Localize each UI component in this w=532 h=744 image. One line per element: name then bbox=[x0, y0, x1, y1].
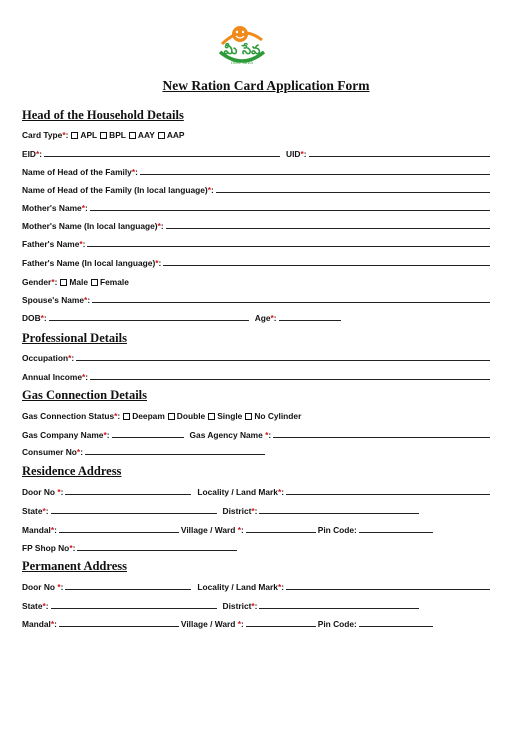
res-locality-field[interactable] bbox=[286, 494, 490, 495]
section-permanent: Permanent Address bbox=[22, 559, 127, 573]
perm-district-label: District bbox=[222, 601, 252, 611]
perm-pin-label: Pin Code: bbox=[317, 619, 357, 629]
perm-state-row: State * : District * : bbox=[22, 597, 492, 611]
gas-company-field[interactable] bbox=[112, 437, 184, 438]
father-local-label: Father's Name (In local language) bbox=[22, 258, 156, 268]
eid-field[interactable] bbox=[44, 156, 280, 157]
res-village-field[interactable] bbox=[246, 532, 316, 533]
perm-state-label: State bbox=[22, 601, 43, 611]
card-type-row: Card Type * : APL BPL AAY AAP bbox=[22, 130, 185, 140]
head-name-field[interactable] bbox=[140, 174, 490, 175]
uid-label: UID bbox=[286, 149, 301, 159]
perm-village-label: Village / Ward bbox=[180, 619, 236, 629]
perm-pin-field[interactable] bbox=[359, 626, 433, 627]
gas-status-label: Gas Connection Status bbox=[22, 411, 115, 421]
res-pin-label: Pin Code: bbox=[317, 525, 357, 535]
mother-field[interactable] bbox=[90, 210, 490, 211]
father-local-row: Father's Name (In local language) * : bbox=[22, 254, 492, 268]
res-mandal-row: Mandal * : Village / Ward * : Pin Code: bbox=[22, 521, 492, 535]
gas-company-row: Gas Company Name * : Gas Agency Name * : bbox=[22, 426, 492, 440]
head-name-local-label: Name of Head of the Family (In local language) bbox=[22, 185, 208, 195]
section-residence: Residence Address bbox=[22, 464, 122, 478]
fp-shop-label: FP Shop No bbox=[22, 543, 70, 553]
age-label: Age bbox=[254, 313, 271, 323]
form-title: New Ration Card Application Form bbox=[162, 78, 370, 93]
res-district-label: District bbox=[222, 506, 252, 516]
father-local-field[interactable] bbox=[163, 265, 490, 266]
spouse-row: Spouse's Name * : bbox=[22, 291, 492, 305]
perm-door-field[interactable] bbox=[65, 589, 191, 590]
mother-row: Mother's Name * : bbox=[22, 199, 492, 213]
occupation-row: Occupation * : bbox=[22, 349, 492, 363]
perm-mandal-label: Mandal bbox=[22, 619, 51, 629]
income-field[interactable] bbox=[90, 379, 490, 380]
perm-district-field[interactable] bbox=[259, 608, 419, 609]
gender-label: Gender bbox=[22, 277, 52, 287]
section-professional: Professional Details bbox=[22, 331, 127, 345]
mother-local-label: Mother's Name (In local language) bbox=[22, 221, 158, 231]
head-name-local-field[interactable] bbox=[216, 192, 490, 193]
perm-door-label: Door No bbox=[22, 582, 56, 592]
svg-text:మీ సేవ: మీ సేవ bbox=[223, 43, 261, 58]
age-field[interactable] bbox=[279, 320, 341, 321]
perm-locality-label: Locality / Land Mark bbox=[197, 582, 278, 592]
res-mandal-label: Mandal bbox=[22, 525, 51, 535]
spouse-field[interactable] bbox=[92, 302, 490, 303]
mother-local-field[interactable] bbox=[166, 228, 490, 229]
logo-tagline: mee seva bbox=[231, 61, 253, 66]
father-row: Father's Name * : bbox=[22, 235, 492, 249]
perm-locality-field[interactable] bbox=[286, 589, 490, 590]
mother-label: Mother's Name bbox=[22, 203, 82, 213]
perm-state-field[interactable] bbox=[51, 608, 217, 609]
res-door-row: Door No * : Locality / Land Mark * : bbox=[22, 483, 492, 497]
eid-uid-row: EID * : UID * : bbox=[22, 145, 492, 159]
perm-mandal-row: Mandal * : Village / Ward * : Pin Code: bbox=[22, 615, 492, 629]
father-field[interactable] bbox=[87, 246, 490, 247]
card-type-label: Card Type bbox=[22, 130, 63, 140]
gas-deepam-checkbox[interactable] bbox=[123, 413, 130, 420]
occupation-field[interactable] bbox=[76, 360, 490, 361]
gender-female-checkbox[interactable] bbox=[91, 279, 98, 286]
income-label: Annual Income bbox=[22, 372, 83, 382]
gas-agency-label: Gas Agency Name bbox=[189, 430, 263, 440]
gas-double-checkbox[interactable] bbox=[168, 413, 175, 420]
card-bpl-checkbox[interactable] bbox=[100, 132, 107, 139]
res-locality-label: Locality / Land Mark bbox=[197, 487, 278, 497]
mother-local-row: Mother's Name (In local language) * : bbox=[22, 217, 492, 231]
res-state-field[interactable] bbox=[51, 513, 217, 514]
perm-mandal-field[interactable] bbox=[59, 626, 179, 627]
fp-shop-row: FP Shop No * : bbox=[22, 539, 492, 553]
income-row: Annual Income * : bbox=[22, 368, 492, 382]
head-name-row: Name of Head of the Family * : bbox=[22, 163, 492, 177]
res-mandal-field[interactable] bbox=[59, 532, 179, 533]
dob-label: DOB bbox=[22, 313, 41, 323]
card-aap-checkbox[interactable] bbox=[158, 132, 165, 139]
card-aay-checkbox[interactable] bbox=[129, 132, 136, 139]
dob-age-row: DOB * : Age * : bbox=[22, 309, 492, 323]
consumer-field[interactable] bbox=[85, 454, 265, 455]
occupation-label: Occupation bbox=[22, 353, 69, 363]
dob-field[interactable] bbox=[49, 320, 249, 321]
father-label: Father's Name bbox=[22, 239, 80, 249]
card-apl-checkbox[interactable] bbox=[71, 132, 78, 139]
res-district-field[interactable] bbox=[259, 513, 419, 514]
perm-village-field[interactable] bbox=[246, 626, 316, 627]
head-name-label: Name of Head of the Family bbox=[22, 167, 132, 177]
res-village-label: Village / Ward bbox=[180, 525, 236, 535]
res-door-field[interactable] bbox=[65, 494, 191, 495]
gas-company-label: Gas Company Name bbox=[22, 430, 104, 440]
uid-field[interactable] bbox=[309, 156, 490, 157]
eid-label: EID bbox=[22, 149, 36, 159]
gas-status-row: Gas Connection Status * : Deepam Double Single No Cylinder bbox=[22, 411, 302, 421]
res-state-label: State bbox=[22, 506, 43, 516]
res-door-label: Door No bbox=[22, 487, 56, 497]
section-gas: Gas Connection Details bbox=[22, 388, 147, 402]
gas-agency-field[interactable] bbox=[273, 437, 490, 438]
gender-row: Gender * : Male Female bbox=[22, 277, 129, 287]
fp-shop-field[interactable] bbox=[77, 550, 237, 551]
consumer-label: Consumer No bbox=[22, 447, 77, 457]
gas-no-cylinder-checkbox[interactable] bbox=[245, 413, 252, 420]
consumer-row: Consumer No * : bbox=[22, 443, 492, 457]
perm-door-row: Door No * : Locality / Land Mark * : bbox=[22, 578, 492, 592]
gas-single-checkbox[interactable] bbox=[208, 413, 215, 420]
section-household: Head of the Household Details bbox=[22, 108, 184, 122]
res-state-row: State * : District * : bbox=[22, 502, 492, 516]
spouse-label: Spouse's Name bbox=[22, 295, 85, 305]
gender-male-checkbox[interactable] bbox=[60, 279, 67, 286]
res-pin-field[interactable] bbox=[359, 532, 433, 533]
mee-seva-logo-icon bbox=[214, 22, 270, 66]
head-name-local-row: Name of Head of the Family (In local language) * : bbox=[22, 181, 492, 195]
